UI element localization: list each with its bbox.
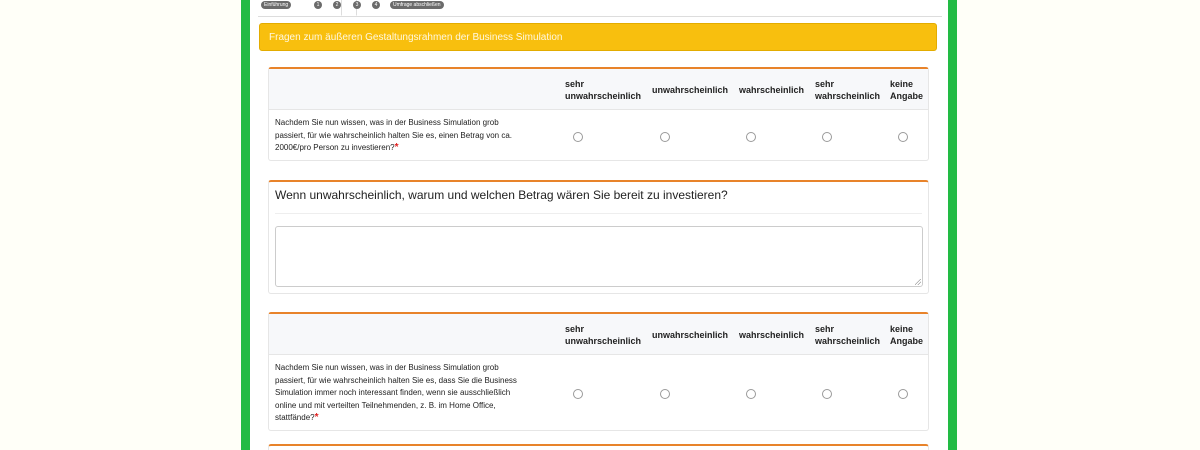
question-panel-investment: [268, 67, 929, 161]
radio-sehr-unwahrscheinlich[interactable]: [573, 132, 583, 142]
resize-grip-icon[interactable]: [915, 279, 921, 285]
required-marker: *: [394, 142, 399, 153]
col-sehr-unwahrscheinlich: sehr unwahrscheinlich: [565, 324, 642, 346]
question-panel-open: [268, 180, 929, 294]
question-panel-next: [268, 444, 929, 450]
radio-sehr-wahrscheinlich[interactable]: [822, 132, 832, 142]
radio-sehr-unwahrscheinlich[interactable]: [573, 389, 583, 399]
radio-unwahrscheinlich[interactable]: [660, 132, 670, 142]
survey-container: [250, 0, 948, 450]
page-frame: [241, 0, 957, 450]
col-keine-angabe: keine Angabe: [890, 324, 924, 346]
col-wahrscheinlich: wahrscheinlich: [739, 330, 805, 340]
col-unwahrscheinlich: unwahrscheinlich: [652, 85, 729, 95]
matrix-header: [269, 69, 928, 110]
col-wahrscheinlich: wahrscheinlich: [739, 85, 805, 95]
radio-wahrscheinlich[interactable]: [746, 389, 756, 399]
radio-keine-angabe[interactable]: [898, 389, 908, 399]
col-unwahrscheinlich: unwahrscheinlich: [652, 330, 729, 340]
tab-3[interactable]: 3: [353, 1, 361, 9]
col-keine-angabe: keine Angabe: [890, 79, 924, 101]
question-text: Nachdem Sie nun wissen, was in der Business Simulation grob passiert, für wie wahrscheinlich halten Sie es, dass Sie die Business Simulation immer noch interessant finden, wenn sie ausschließlich online und mit verteilten Teilnehmenden, z. B. im Home Office, stattfände?*: [275, 363, 517, 423]
col-sehr-wahrscheinlich: sehr wahrscheinlich: [815, 79, 881, 101]
radio-sehr-wahrscheinlich[interactable]: [822, 389, 832, 399]
tab-2[interactable]: 2: [333, 1, 341, 9]
radio-keine-angabe[interactable]: [898, 132, 908, 142]
tab-4[interactable]: 4: [372, 1, 380, 9]
question-panel-online: [268, 312, 929, 431]
divider: [275, 213, 922, 214]
radio-unwahrscheinlich[interactable]: [660, 389, 670, 399]
section-header: Fragen zum äußeren Gestaltungsrahmen der Business Simulation: [259, 23, 937, 51]
col-sehr-wahrscheinlich: sehr wahrscheinlich: [815, 324, 881, 346]
radio-wahrscheinlich[interactable]: [746, 132, 756, 142]
answer-textarea[interactable]: [275, 226, 923, 287]
progress-nav: [258, 0, 942, 17]
tab-umfrage-abschliessen[interactable]: Umfrage abschließen: [390, 1, 444, 9]
question-text: Nachdem Sie nun wissen, was in der Business Simulation grob passiert, für wie wahrscheinlich halten Sie es, einen Betrag von ca. 2000€/pro Person zu investieren?*: [275, 118, 513, 153]
tab-1[interactable]: 1: [314, 1, 322, 9]
tab-einfuehrung[interactable]: Einführung: [261, 1, 291, 9]
matrix-header: [269, 314, 928, 355]
col-sehr-unwahrscheinlich: sehr unwahrscheinlich: [565, 79, 642, 101]
open-question-title: Wenn unwahrscheinlich, warum und welchen Betrag wären Sie bereit zu investieren?: [275, 188, 728, 202]
required-marker: *: [314, 412, 319, 423]
